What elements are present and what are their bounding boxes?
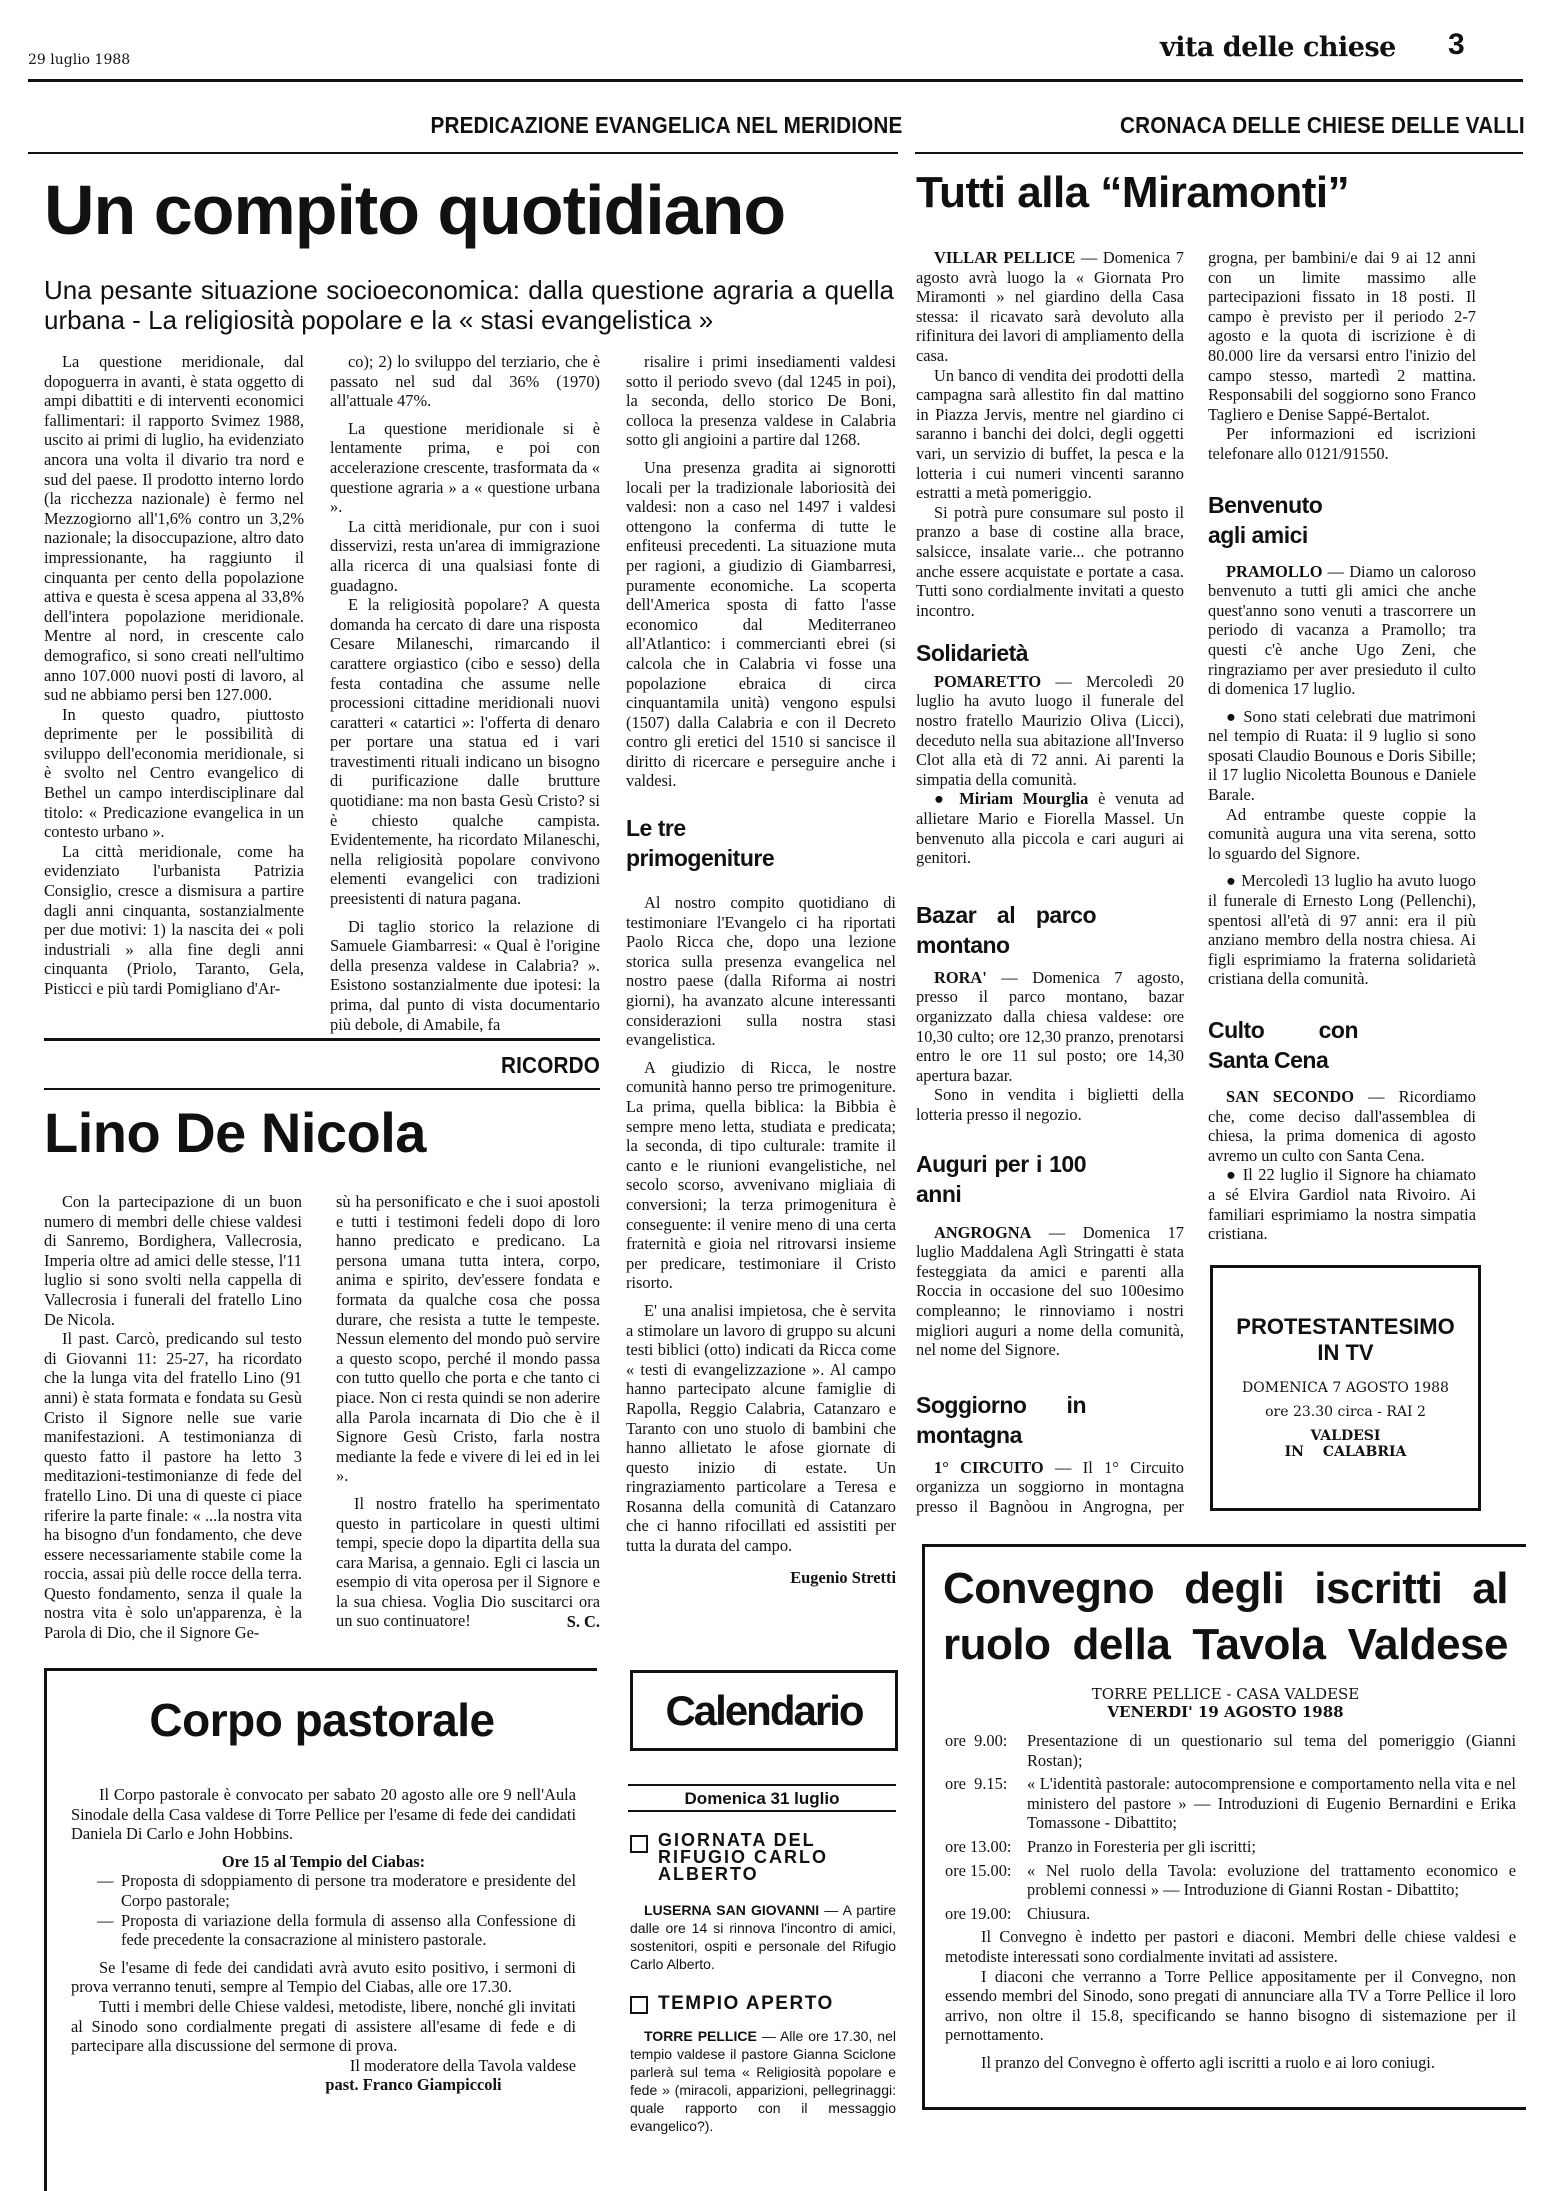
paragraph: I diaconi che verranno a Torre Pellice appositamente per il Convegno, non essendo membri del Sinodo, sono pregati di annunciare alla TV a Torre Pellice il loro arrivo, non oltre il 15.8, specificando se hanno bisogno di sistemazione per il pernottamento. bbox=[945, 1966, 1516, 2045]
paragraph: Una presenza gradita ai signorotti locali per la tradizionale laboriosità dei valdesi: non a caso nel 1497 i valdesi ottengono la conferma di tutte le enfiteusi precedenti. La situazione muta per ragioni, a giudizio di Giambarresi, puramente economiche. La scoperta dell'America sposta di fatto l'asse economico dal Mediterraneo all'Atlantico: i commercianti ebrei (si calcola che in Calabria vi fosse una popolazione ebraica di circa cinquantamila unità) vengono espulsi (1507) dalla Calabria e con il Decreto contro gli eretici del 1510 si sancisce il diritto di ricercare e perseguire anche i valdesi. bbox=[626, 457, 896, 791]
left-kicker: PREDICAZIONE EVANGELICA NEL MERIDIONE bbox=[430, 112, 903, 138]
paragraph: sù ha personificato e che i suoi apostoli e tutti i testimoni fedeli dopo di loro hanno predicato e predicano. La persona umana tutta intera, corpo, anima e spirito, dev'essere fondata e formata da qualche cosa che possa durare, che resista a tutte le tempeste. Nessun elemento del mondo può servire a questo scopo, perché il mondo passa con tutto quello che porta e che tanto ci piace. Non ci resta quindi se non aderire alla Parola incarnata di Dio che è il Signore Gesù Cristo, farla nostra mediante la fede e vivere di lei ed in lei ». bbox=[336, 1192, 600, 1486]
subhead-primogeniture: Le tre primogeniture bbox=[626, 815, 775, 872]
calendario-title-box bbox=[630, 1670, 898, 1751]
paragraph: SAN SECONDO — Ricordiamo che, come deciso dall'assemblea di chiesa, la prima domenica di agosto avremo un culto con Santa Cena. bbox=[1208, 1087, 1476, 1165]
checkbox-icon bbox=[630, 1996, 648, 2014]
paragraph: Tutti i membri delle Chiese valdesi, metodiste, libere, nonché gli invitati al Sinodo sono cordialmente pregati di assistere all'esame di fede e di partecipare alla discussione del sermone di prova. bbox=[71, 1996, 576, 2056]
program-row: ore 15.00: « Nel ruolo della Tavola: evoluzione del trattamento economico e problemi connessi » — Introduzione di Gianni Rostan - Dibattito; bbox=[945, 1860, 1516, 1900]
paragraph: 1° CIRCUITO — Il 1° Circuito organizza un soggiorno in montagna presso il Bagnòou in Angrogna, per bbox=[916, 1457, 1184, 1516]
event-text bbox=[630, 1901, 896, 1973]
paragraph: Un banco di vendita dei prodotti della campagna sarà allestito fin dal mattino in Piazza Jervis, mentre nel giardino ci saranno i banchi dei dolci, degli oggetti vari, un servizio di buffet, la pesca e la lotteria i cui numeri vincenti saranno estratti a metà pomeriggio. bbox=[916, 365, 1184, 503]
list-item: — Proposta di sdoppiamento di persone tra moderatore e presidente del Corpo pastorale; bbox=[97, 1871, 576, 1910]
solidarieta-headline: Solidarietà bbox=[916, 640, 1029, 667]
bazar-headline: Bazar al parco montano bbox=[916, 901, 1096, 958]
paragraph: A giudizio di Ricca, le nostre comunità hanno perso tre primogeniture. La prima, quella biblica: la Bibbia è sempre meno letta, studiata e predicata; la seconda, di tipo culturale: tramite il canto e le riunioni evangelistiche, nel secolo scorso, avvenivano migliaia di conversioni; la terza primogenitura è conseguente: il venire meno di una certa fraternità e gioia nel ritrovarsi insieme per predicare, testimoniare il Cristo risorto. bbox=[626, 1057, 896, 1293]
event-text bbox=[630, 2027, 896, 2135]
event-title: TEMPIO APERTO bbox=[658, 1993, 834, 2014]
item-text: Proposta di variazione della formula di assenso alla Confessione di fede precedente la consacrazione al ministero pastorale. bbox=[121, 1910, 576, 1950]
item-text: Proposta di sdoppiamento di persone tra moderatore e presidente del Corpo pastorale; bbox=[121, 1871, 576, 1910]
paragraph: Si potrà pure consumare sul posto il pranzo a base di costine alla brace, salsicce, insalate varie... che potranno anche essere acquistate e portate a casa. Tutti sono cordialmente invitati a questo incontro. bbox=[916, 502, 1184, 620]
corpo-pastorale-headline: Corpo pastorale bbox=[149, 1694, 495, 1746]
cronaca-col1 bbox=[916, 248, 1184, 1516]
auguri-headline: Auguri per i 100 anni bbox=[916, 1150, 1086, 1207]
calendar-event bbox=[630, 1832, 896, 1973]
page-number: 3 bbox=[1448, 28, 1465, 61]
paragraph: Se l'esame di fede dei candidati avrà avuto esito positivo, i sermoni di prova verranno tenuti, sempre al Tempio del Ciabas, alle ore 17.30. bbox=[71, 1957, 576, 1997]
event-desc: — A partire dalle ore 14 si rinnova l'incontro di amici, sostenitori, ospiti e personale del Rifugio Carlo Alberto. bbox=[630, 1902, 896, 1972]
paragraph: Il Convegno è indetto per pastori e diaconi. Membri delle chiese valdesi e metodiste interessati sono cordialmente invitati ad assistere. bbox=[945, 1927, 1516, 1966]
signature: S. C. bbox=[566, 1612, 600, 1632]
paragraph: Di taglio storico la relazione di Samuele Giambarresi: « Qual è l'origine della presenza valdese in Calabria? ». Esistono sostanzialmente due ipotesi: la prima, dal punto di vista documentario più debole, di Amabile, fa bbox=[330, 916, 600, 1034]
sign-name: past. Franco Giampiccoli bbox=[325, 2075, 502, 2095]
paragraph: E la religiosità popolare? A questa domanda ha cercato di dare una risposta Cesare Milaneschi, rimarcando il carattere orgiastico (cibo e sesso) della festa contadina che assume nelle processioni cittadine meridionali nuovi caratteri « catartici »: l'offerta di denaro per portare una statua ed i vari travestimenti rituali indicano un bisogno di purificazione dalle brutture quotidiane: ma non basta Gesù Cristo? si è chiesto qualche campista. Evidentemente, ha ricordato Milaneschi, nella religiosità popolare convivono elementi evangelici con tradizioni preesistenti di natura pagana. bbox=[330, 595, 600, 909]
paragraph: Al nostro compito quotidiano di testimoniare l'Evangelo ci ha riportati Paolo Ricca che, dopo una lezione storica sulla presenza evangelica nel nostro paese (dalla Riforma ai nostri giorni), ha avanzato alcune interessanti considerazioni sulla nostra stasi evangelistica. bbox=[626, 893, 896, 1050]
calendario-date: Domenica 31 luglio bbox=[684, 1789, 840, 1808]
tv-title-2: IN TV bbox=[1317, 1340, 1374, 1365]
paragraph: ANGROGNA — Domenica 17 luglio Maddalena Aglì Stringatti è stata festeggiata da amici e parenti alla Roccia in occasione del suo 100esimo compleanno; le rinnoviamo i nostri migliori auguri a nome della comunità, nel nome del Signore. bbox=[916, 1222, 1184, 1360]
paragraph: La questione meridionale si è lentamente prima, e poi con accelerazione crescente, trasformata da « questione agraria » a « questione urbana ». bbox=[330, 418, 600, 517]
corpo-pastorale-box bbox=[44, 1668, 597, 2191]
convegno-place: TORRE PELLICE - CASA VALDESE bbox=[1091, 1685, 1360, 1703]
paragraph: ● Miriam Mourglia è venuta ad allietare Mario e Fiorella Massel. Un benvenuto alla piccola e cari auguri ai genitori. bbox=[916, 789, 1184, 868]
paragraph: Il nostro fratello ha sperimentato questo in particolare in questi ultimi tempi, specie dopo la dipartita della sua cara Marisa, a gennaio. Egli ci lascia un esempio di vita operosa per il Signore e la sua chiesa. Voglia Dio suscitarci ora un suo continuatore! bbox=[336, 1493, 600, 1631]
paragraph: RORA' — Domenica 7 agosto, presso il parco montano, bazar organizzato dalla chiesa valdese: ore 10,30 culto; ore 12,30 pranzo, prenotarsi entro le ore 11 sul posto; ore 14,30 apertura bazar. bbox=[916, 967, 1184, 1085]
convegno-program bbox=[945, 1731, 1516, 2073]
convegno-date: VENERDI' 19 AGOSTO 1988 bbox=[1107, 1703, 1344, 1721]
benvenuto-headline: Benvenuto agli amici bbox=[1208, 491, 1323, 548]
paragraph: ● Sono stati celebrati due matrimoni nel tempio di Ruata: il 9 luglio si sono sposati Claudio Bounous e Doris Sibille; il 17 luglio Nicoletta Bounous e Daniele Barale. bbox=[1208, 706, 1476, 805]
program-row: ore 9.15: « L'identità pastorale: autocomprensione e comportamento nella vita e nel ministero del pastore » — Introduzioni di Eugenio Bernardini e Erika Tomassone - Dibattito; bbox=[945, 1774, 1516, 1833]
culto-headline: Culto con Santa Cena bbox=[1208, 1017, 1358, 1073]
event-place: TORRE PELLICE bbox=[644, 2028, 757, 2044]
ricordo-kicker: RICORDO bbox=[500, 1052, 600, 1078]
event-place: LUSERNA SAN GIOVANNI bbox=[644, 1902, 820, 1918]
section-title: vita delle chiese bbox=[1160, 32, 1396, 63]
soggiorno-headline: Soggiorno in montagna bbox=[916, 1391, 1086, 1448]
paragraph: grogna, per bambini/e dai 9 ai 12 anni con un limite massimo alle partecipazioni fissato in 18 posti. Il campo è previsto per il periodo 2-7 agosto e la quota di iscrizione è di 80.000 lire da versarsi entro l'inizio del campo stesso, martedì 2 mattina. Responsabili del soggiorno sono Franco Tagliero e Denise Sappé-Bertalot. bbox=[1208, 248, 1476, 424]
tv-box bbox=[1210, 1265, 1481, 1511]
calendario-title: Calendario bbox=[665, 1686, 863, 1734]
paragraph: PRAMOLLO — Diamo un caloroso benvenuto a tutti gli amici che anche quest'anno sono venuti a trascorrere un periodo di vacanza a Pramollo; tra questi c'è anche Ugo Zeni, che ringraziamo per aver presieduto il culto di domenica 17 luglio. bbox=[1208, 561, 1476, 699]
ricordo-headline: Lino De Nicola bbox=[44, 1101, 426, 1164]
tv-topic-1: VALDESI bbox=[1310, 1428, 1381, 1444]
paragraph: co); 2) lo sviluppo del terziario, che è passato nel sud dal 36% (1970) all'attuale 47%. bbox=[330, 352, 600, 411]
paragraph: risalire i primi insediamenti valdesi sotto il periodo svevo (dal 1245 in poi), la seconda, dello storico De Boni, colloca la presenza valdese in Calabria sotto gli angioini a partire dal 1268. bbox=[626, 352, 896, 450]
main-subtitle: Una pesante situazione socioeconomica: dalla questione agraria a quella urbana - La religiosità popolare e la « stasi evangelistica » bbox=[44, 275, 894, 335]
ricordo-kicker-rule bbox=[44, 1088, 600, 1090]
checkbox-icon bbox=[630, 1835, 648, 1853]
paragraph: Sono in vendita i biglietti della lotteria presso il negozio. bbox=[916, 1085, 1184, 1124]
paragraph: POMARETTO — Mercoledì 20 luglio ha avuto luogo il funerale del nostro fratello Maurizio Oliva (Licci), deceduto nella sua abitazione all'Inverso Clot alla età di 72 anni. Ai parenti la simpatia della comunità. bbox=[916, 671, 1184, 789]
main-article-col2 bbox=[330, 352, 600, 1034]
calendario-rule-top bbox=[628, 1784, 896, 1786]
ricordo-col1 bbox=[44, 1192, 302, 1643]
paragraph: La città meridionale, come ha evidenziato l'urbanista Patrizia Consiglio, cresce a dismisura a partire dagli anni cinquanta, sostanzialmente per due motivi: 1) la nascita dei « poli industriali » alla fine degli anni cinquanta (Priolo, Taranto, Gela, Pisticci e più tardi Pomigliano d'Ar- bbox=[44, 841, 304, 998]
cronaca-col2 bbox=[1208, 248, 1476, 1244]
paragraph: Con la partecipazione di un buon numero di membri delle chiese valdesi di Sanremo, Bordighera, Vallecrosia, Imperia oltre ad amici delle stesse, l'11 luglio si sono svolti nella cappella di Vallecrosia i funerali del fratello Lino De Nicola. bbox=[44, 1192, 302, 1329]
event-title: GIORNATA DEL RIFUGIO CARLO ALBERTO bbox=[658, 1830, 828, 1884]
right-kicker-rule bbox=[915, 152, 1523, 154]
calendario-rule-bottom bbox=[628, 1810, 896, 1812]
paragraph: Ad entrambe queste coppie la comunità augura una vita serena, sotto lo sguardo del Signore. bbox=[1208, 804, 1476, 863]
paragraph: Il past. Carcò, predicando sul testo di Giovanni 11: 25-27, ha ricordato che la lunga vita del fratello Lino (91 anni) è stata formata e fondata su Gesù Cristo il Signore nelle sue varie manifestazioni. A testimonianza di questo fatto il pastore ha letto 3 meditazioni-testimonianze di fede del fratello Lino. Di una di queste ci piace riferire la parte finale: « ...la nostra vita ha bisogno d'un fondamento, che deve essere necessariamente stabile come la roccia, assai più delle rocce della terra. Questo fondamento, senza il quale la nostra vita è solo un'apparenza, è la Parola di Dio, che il Signore Ge- bbox=[44, 1329, 302, 1643]
tv-topic-2: IN CALABRIA bbox=[1284, 1444, 1407, 1460]
main-article-col3 bbox=[626, 352, 896, 1587]
issue-date: 29 luglio 1988 bbox=[28, 52, 131, 68]
event-desc: — Alle ore 17.30, nel tempio valdese il pastore Gianna Sciclone parlerà sul tema « Religiosità popolare e fede » (miracoli, apparizioni, pellegrinaggi: quale rapporto con il messaggio evangelico?). bbox=[630, 2028, 896, 2134]
paragraph: La città meridionale, pur con i suoi disservizi, resta un'area di immigrazione alla ricerca di una qualsiasi fonte di guadagno. bbox=[330, 516, 600, 595]
list-item: — Proposta di variazione della formula di assenso alla Confessione di fede precedente la consacrazione al ministero pastorale. bbox=[97, 1910, 576, 1950]
paragraph: Il pranzo del Convegno è offerto agli iscritti a ruolo e ai loro coniugi. bbox=[981, 2052, 1435, 2072]
sign-role: Il moderatore della Tavola valdese bbox=[349, 2055, 576, 2075]
tv-time: ore 23.30 circa - RAI 2 bbox=[1265, 1404, 1426, 1420]
program-row: ore 9.00: Presentazione di un questionario sul tema del pomeriggio (Gianni Rostan); bbox=[945, 1731, 1516, 1770]
tv-date: DOMENICA 7 AGOSTO 1988 bbox=[1242, 1380, 1449, 1396]
program-row: ore 19.00: Chiusura. bbox=[945, 1903, 1091, 1923]
paragraph: La questione meridionale, dal dopoguerra in avanti, è stata oggetto di ampi dibattiti e di interventi economici fallimentari: il rapporto Svimez 1988, uscito ai primi di luglio, ha evidenziato ancora una volta il divario tra nord e sud del paese. Il prodotto interno lordo (la ricchezza nazionale) è fermo nel Mezzogiorno all'1,6% contro un 3,2% nazionale; la disoccupazione, altro dato impressionante, ha raggiunto il cinquanta per cento della popolazione attiva e questa è scesa appena al 33,8% dell'intera popolazione meridionale. Mentre al nord, in crescente calo demografico, si sono creati nell'ultimo anno 107.000 nuovi posti di lavoro, al sud ne abbiamo persi ben 127.000. bbox=[44, 352, 304, 705]
corpo-subhead: Ore 15 al Tempio del Ciabas: bbox=[221, 1851, 426, 1871]
paragraph: ● Il 22 luglio il Signore ha chiamato a sé Elvira Gardiol nata Rivoiro. Ai familiari esprimiamo la nostra simpatia cristiana. bbox=[1208, 1165, 1476, 1244]
cronaca-headline: Tutti alla “Miramonti” bbox=[916, 168, 1350, 217]
main-headline: Un compito quotidiano bbox=[44, 171, 786, 249]
tv-title-1: PROTESTANTESIMO bbox=[1236, 1314, 1455, 1339]
paragraph: E' una analisi impietosa, che è servita a stimolare un lavoro di gruppo su alcuni testi biblici (otto) indicati da Ricca come « testi di evangelizzazione ». Al campo hanno partecipato alcune famiglie di Rapolla, Reggio Calabria, Catanzaro e Taranto con uno stuolo di bambini che hanno allietato le afose giornate di questo inizio di estate. Un ringraziamento particolare a Teresa e Rosanna della comunità di Catanzaro che ci hanno rifocillati ed assistiti per tutta la durata del campo. bbox=[626, 1300, 896, 1556]
signoff bbox=[71, 2056, 576, 2095]
paragraph: Per informazioni ed iscrizioni telefonare allo 0121/91550. bbox=[1208, 424, 1476, 463]
main-article-col1 bbox=[44, 352, 304, 999]
paragraph: ● Mercoledì 13 luglio ha avuto luogo il funerale di Ernesto Long (Pellenchi), spentosi all'età di 97 anni: era il più anziano membro della nostra chiesa. Ai figli esprimiamo la fraterna solidarietà cristiana della comunità. bbox=[1208, 871, 1476, 989]
signature: Eugenio Stretti bbox=[790, 1567, 896, 1587]
ricordo-col2 bbox=[336, 1192, 600, 1632]
convegno-headline: Convegno degli iscritti al ruolo della Tavola Valdese bbox=[943, 1564, 1508, 1669]
header-rule bbox=[28, 79, 1523, 82]
calendar-event bbox=[630, 1993, 896, 2135]
left-kicker-rule bbox=[28, 152, 898, 154]
convegno-box bbox=[922, 1544, 1526, 2110]
right-kicker: CRONACA DELLE CHIESE DELLE VALLI bbox=[1120, 112, 1525, 138]
ricordo-top-rule bbox=[44, 1038, 600, 1041]
program-row: ore 13.00: Pranzo in Foresteria per gli iscritti; bbox=[945, 1836, 1256, 1856]
paragraph: Il Corpo pastorale è convocato per sabato 20 agosto alle ore 9 nell'Aula Sinodale della Casa valdese di Torre Pellice per l'esame di fede dei candidati Daniela Di Carlo e John Hobbins. bbox=[71, 1785, 576, 1844]
paragraph: VILLAR PELLICE — Domenica 7 agosto avrà luogo la « Giornata Pro Miramonti » nel giardino della Casa stessa: il ricavato sarà devoluto alla rifinitura dei lavori di ampliamento della casa. bbox=[916, 248, 1184, 365]
paragraph: In questo quadro, piuttosto deprimente per le possibilità di sviluppo dell'economia meridionale, si è svolto nel Centro evangelico di Bethel un campo interdisciplinare dal titolo: « Predicazione evangelica in un contesto urbano ». bbox=[44, 704, 304, 842]
